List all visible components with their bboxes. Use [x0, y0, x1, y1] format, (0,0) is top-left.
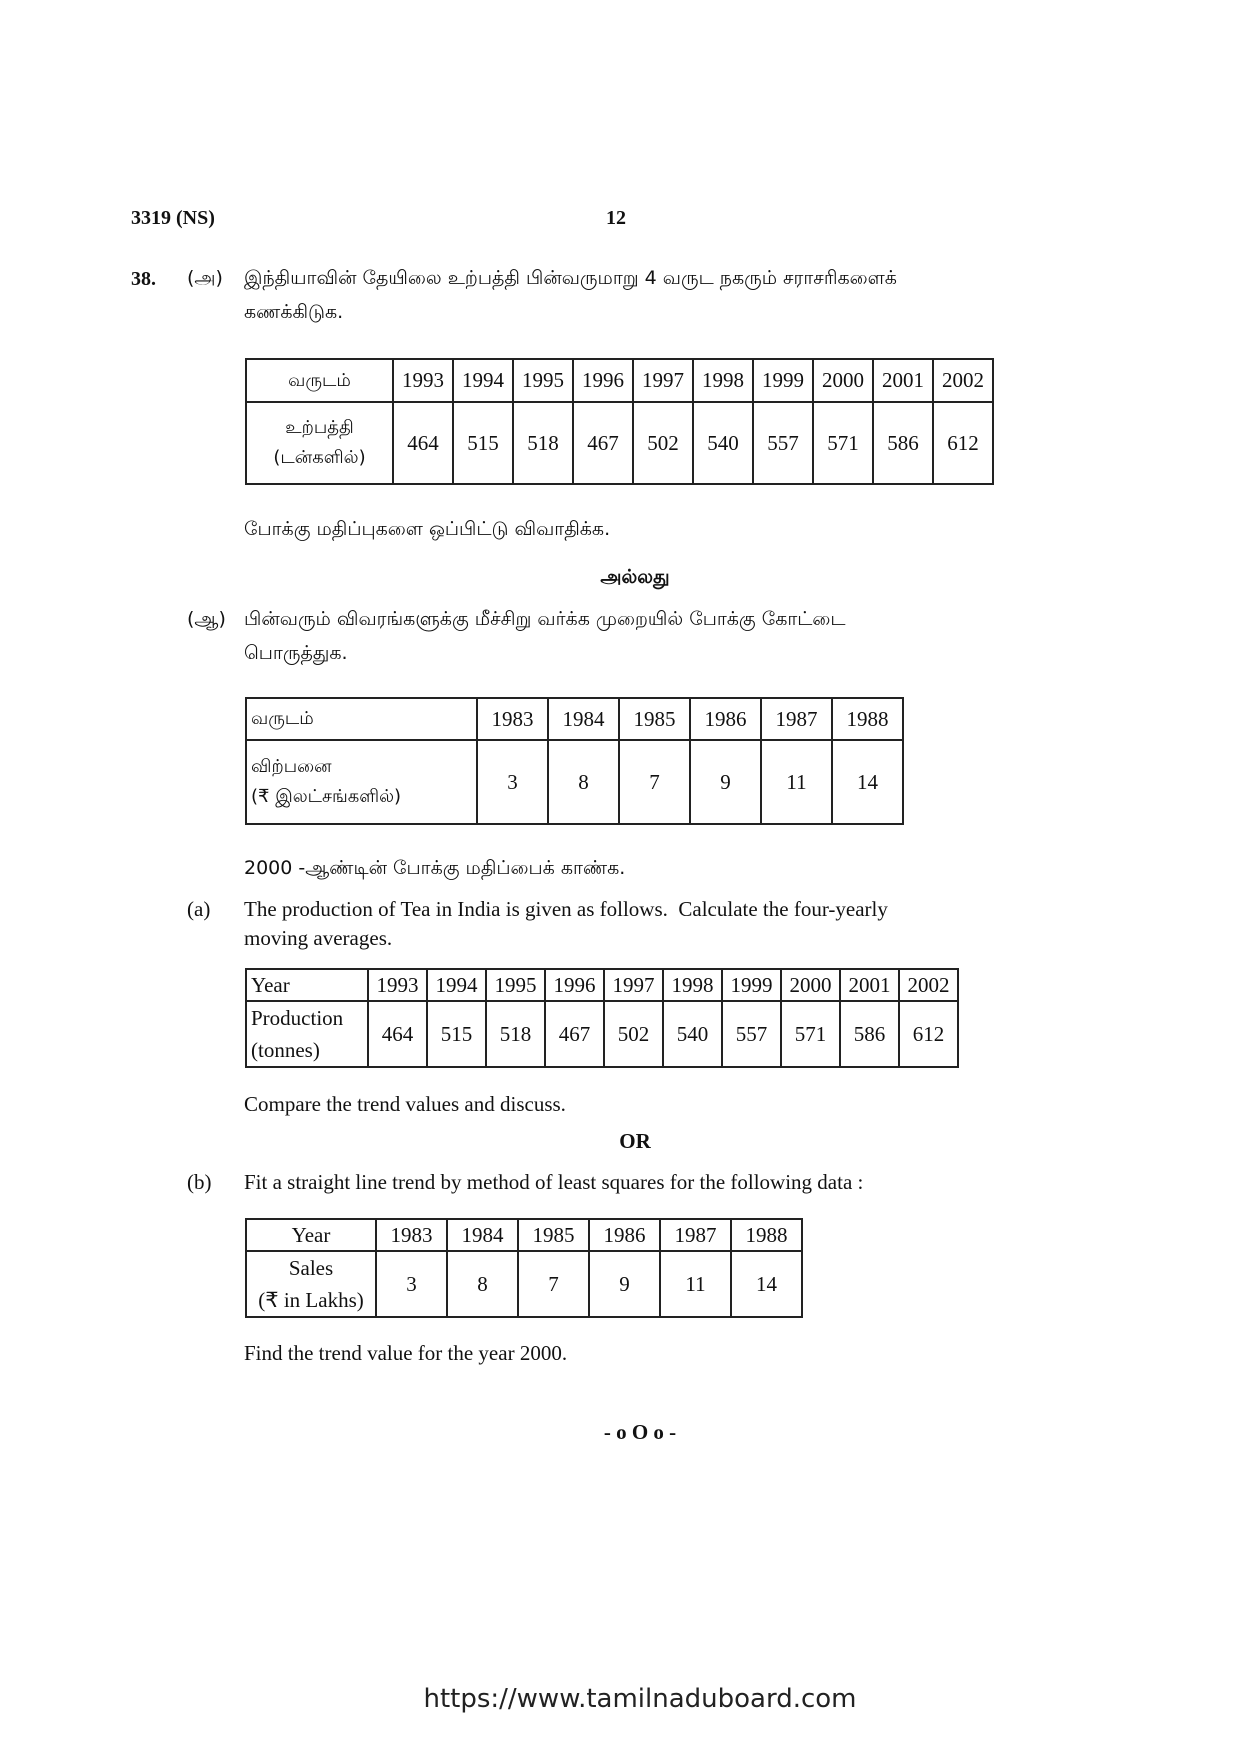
table-row: [246, 969, 958, 1001]
table-cell: 586: [840, 1001, 899, 1067]
table-cell: 1983: [376, 1219, 447, 1251]
tamil-b-text-line2: பொருத்துக.: [244, 642, 348, 664]
footer-url[interactable]: https://www.tamilnaduboard.com: [423, 1684, 857, 1714]
table-cell: 1987: [761, 698, 832, 740]
table-cell: 612: [933, 402, 993, 484]
table-cell: 571: [781, 1001, 840, 1067]
table-row: [246, 359, 993, 402]
table-cell: 502: [633, 402, 693, 484]
table-cell: 464: [368, 1001, 427, 1067]
table-header-cell: [246, 1001, 368, 1067]
tamil-b-label: (ஆ): [187, 608, 226, 630]
page-number: 12: [606, 207, 626, 229]
tamil-sales-table: [245, 697, 904, 825]
table-cell: 540: [663, 1001, 722, 1067]
table-cell: 540: [693, 402, 753, 484]
table-cell: 1984: [447, 1219, 518, 1251]
table-cell: 518: [486, 1001, 545, 1067]
row-label-line2: (₹ in Lakhs): [258, 1288, 364, 1312]
table-row: [246, 1219, 802, 1251]
table-cell: 586: [873, 402, 933, 484]
table-cell: 1993: [393, 359, 453, 402]
table-cell: 14: [832, 740, 903, 824]
table-cell: 518: [513, 402, 573, 484]
table-header-cell: வருடம்: [246, 359, 393, 402]
tamil-b-after: 2000 -ஆண்டின் போக்கு மதிப்பைக் காண்க.: [244, 857, 626, 879]
table-cell: 1983: [477, 698, 548, 740]
table-header-cell: [246, 402, 393, 484]
table-header-cell: வருடம்: [246, 698, 477, 740]
tamil-a-text-line2: கணக்கிடுக.: [244, 301, 344, 323]
row-label-line1: விற்பனை: [251, 756, 332, 777]
table-cell: 1987: [660, 1219, 731, 1251]
table-cell: 1994: [427, 969, 486, 1001]
table-row: [246, 1251, 802, 1317]
table-cell: 1995: [513, 359, 573, 402]
table-cell: 1996: [545, 969, 604, 1001]
table-cell: 2001: [873, 359, 933, 402]
table-cell: 1995: [486, 969, 545, 1001]
english-a-text-line1: The production of Tea in India is given as follows. Calculate the four-yearly: [244, 897, 888, 921]
tamil-b-text-line1: பின்வரும் விவரங்களுக்கு மீச்சிறு வர்க்க முறையில் போக்கு கோட்டை: [244, 608, 846, 630]
english-b-text-line1: Fit a straight line trend by method of least squares for the following data :: [244, 1170, 864, 1194]
table-cell: 9: [690, 740, 761, 824]
or-tamil: அல்லது: [600, 566, 670, 588]
table-cell: 467: [573, 402, 633, 484]
row-label-line2: (tonnes): [251, 1038, 320, 1062]
table-cell: 1993: [368, 969, 427, 1001]
table-cell: 7: [518, 1251, 589, 1317]
table-cell: 467: [545, 1001, 604, 1067]
english-a-label: (a): [187, 897, 211, 921]
table-cell: 1988: [832, 698, 903, 740]
table-cell: 571: [813, 402, 873, 484]
table-cell: 2002: [933, 359, 993, 402]
table-cell: 557: [753, 402, 813, 484]
table-cell: 11: [660, 1251, 731, 1317]
table-cell: 2001: [840, 969, 899, 1001]
table-cell: 3: [376, 1251, 447, 1317]
table-cell: 1997: [604, 969, 663, 1001]
table-cell: 11: [761, 740, 832, 824]
english-b-label: (b): [187, 1170, 212, 1194]
row-label-line1: உற்பத்தி: [285, 417, 354, 438]
table-cell: 1998: [693, 359, 753, 402]
table-cell: 7: [619, 740, 690, 824]
table-cell: 612: [899, 1001, 958, 1067]
table-cell: 1999: [722, 969, 781, 1001]
table-cell: 1984: [548, 698, 619, 740]
row-label-line1: Production: [251, 1006, 344, 1030]
table-cell: 1985: [619, 698, 690, 740]
table-cell: 8: [447, 1251, 518, 1317]
table-row: [246, 740, 903, 824]
tamil-a-text-line1: இந்தியாவின் தேயிலை உற்பத்தி பின்வருமாறு 4 வருட நகரும் சராசரிகளைக்: [244, 267, 897, 289]
table-cell: 1998: [663, 969, 722, 1001]
english-production-table: [245, 968, 959, 1068]
row-label-line2: (டன்களில்): [273, 447, 366, 468]
table-row: [246, 1001, 958, 1067]
table-cell: 515: [427, 1001, 486, 1067]
tamil-a-label: (அ): [187, 267, 223, 289]
table-cell: 2000: [781, 969, 840, 1001]
paper-code: 3319 (NS): [131, 207, 215, 229]
table-cell: 502: [604, 1001, 663, 1067]
table-header-cell: Year: [246, 1219, 376, 1251]
table-cell: 8: [548, 740, 619, 824]
english-b-after: Find the trend value for the year 2000.: [244, 1341, 568, 1365]
end-mark: - o O o -: [603, 1420, 677, 1444]
table-header-cell: [246, 1251, 376, 1317]
table-cell: 14: [731, 1251, 802, 1317]
tamil-production-table: [245, 358, 994, 485]
table-header-cell: [246, 740, 477, 824]
table-cell: 1986: [690, 698, 761, 740]
row-label-line2: (₹ இலட்சங்களில்): [251, 786, 402, 807]
table-cell: 557: [722, 1001, 781, 1067]
table-cell: 515: [453, 402, 513, 484]
table-cell: 2000: [813, 359, 873, 402]
table-cell: 3: [477, 740, 548, 824]
table-cell: 1988: [731, 1219, 802, 1251]
table-header-cell: Year: [246, 969, 368, 1001]
table-cell: 1994: [453, 359, 513, 402]
table-row: [246, 698, 903, 740]
table-cell: 9: [589, 1251, 660, 1317]
or-english: OR: [619, 1129, 651, 1153]
table-cell: 1999: [753, 359, 813, 402]
table-cell: 1996: [573, 359, 633, 402]
table-cell: 1997: [633, 359, 693, 402]
question-number: 38.: [131, 268, 156, 290]
row-label-line1: Sales: [288, 1256, 334, 1280]
table-cell: 1986: [589, 1219, 660, 1251]
table-cell: 2002: [899, 969, 958, 1001]
english-a-text-line2: moving averages.: [244, 926, 393, 950]
table-cell: 464: [393, 402, 453, 484]
table-row: [246, 402, 993, 484]
tamil-a-after: போக்கு மதிப்புகளை ஒப்பிட்டு விவாதிக்க.: [244, 518, 611, 540]
english-sales-table: [245, 1218, 803, 1318]
english-a-after: Compare the trend values and discuss.: [244, 1092, 566, 1116]
table-cell: 1985: [518, 1219, 589, 1251]
